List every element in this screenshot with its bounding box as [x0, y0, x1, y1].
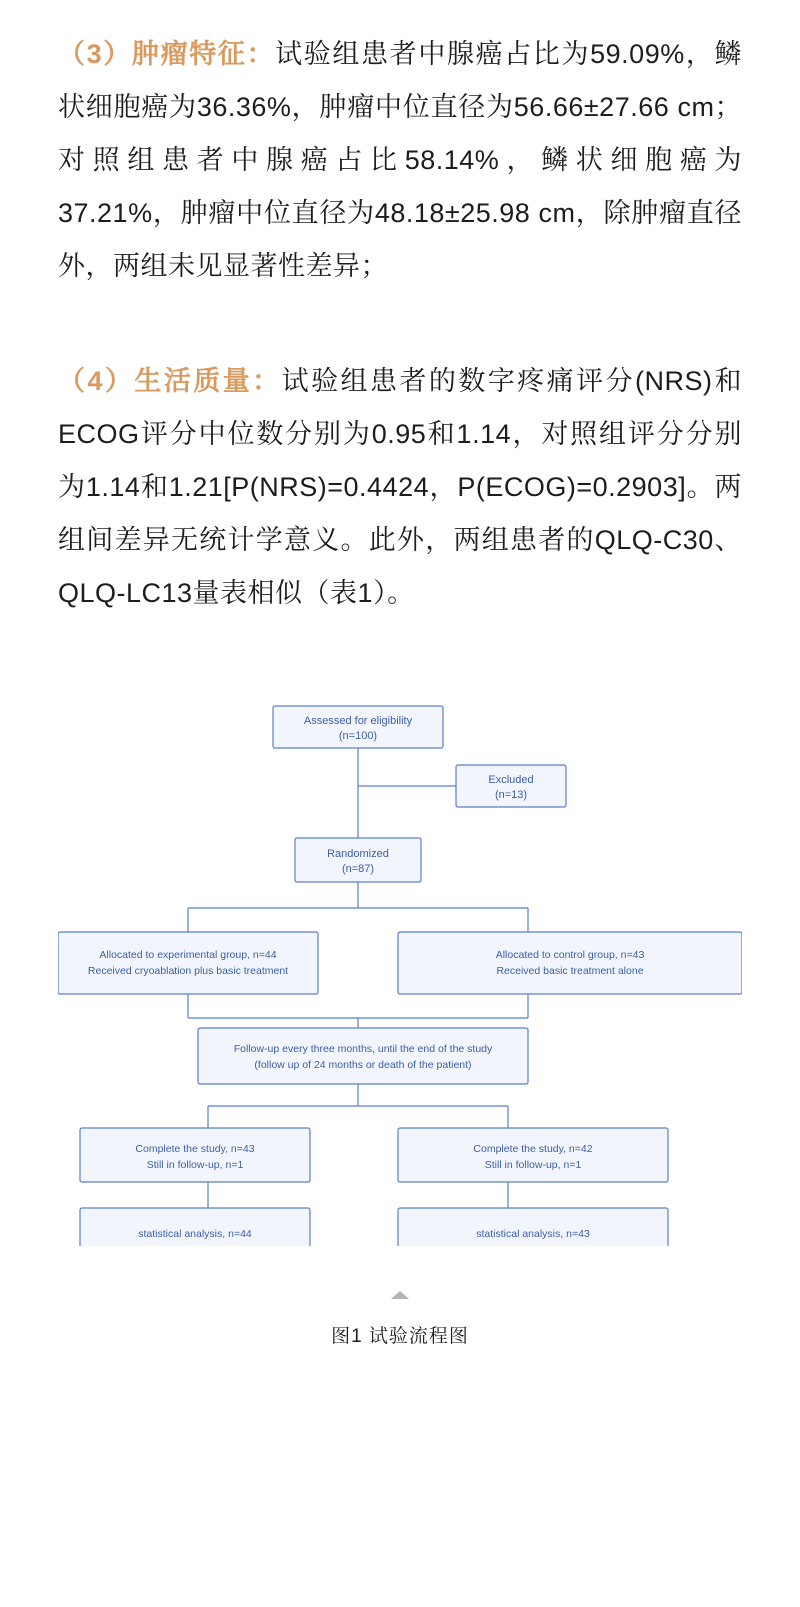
figure-trial-flowchart [58, 686, 742, 1348]
node-stats-right [398, 1208, 668, 1246]
node-experimental-line2: Received cryoablation plus basic treatment [87, 965, 289, 977]
node-excluded-line1: Excluded [488, 774, 534, 786]
node-excluded-line2: (n=13) [494, 789, 528, 801]
node-assessed-line2: (n=100) [338, 730, 378, 742]
paragraph-lead-3: （3）肿瘤特征： [58, 39, 276, 69]
node-randomized-line1: Randomized [327, 848, 389, 860]
paragraph-body-4: 试验组患者的数字疼痛评分(NRS)和ECOG评分中位数分别为0.95和1.14，对照组评分分别为1.14和1.21[P(NRS)=0.4424，P(ECOG)=0.2903]。两组间差异无统计学意义。此外，两组患者的QLQ-C30、QLQ-LC13量表相似（表1）。 [58, 366, 742, 608]
node-experimental-line1: Allocated to experimental group, n=44 [99, 949, 277, 961]
paragraph-body-3: 试验组患者中腺癌占比为59.09%，鳞状细胞癌为36.36%，肿瘤中位直径为56.66±27.66 cm；对照组患者中腺癌占比58.14%，鳞状细胞癌为37.21%，肿瘤中位直径为48.18±25.98 cm，除肿瘤直径外，两组未见显著性差异； [58, 39, 742, 281]
node-assessed-line1: Assessed for eligibility [303, 715, 413, 727]
node-randomized [295, 838, 421, 882]
node-control-line1: Allocated to control group, n=43 [495, 949, 645, 961]
flowchart-canvas [58, 686, 742, 1251]
node-randomized-line2: (n=87) [341, 863, 375, 875]
node-complete-right-line1: Complete the study, n=42 [473, 1143, 593, 1155]
node-followup-line2: (follow up of 24 months or death of the patient) [254, 1059, 472, 1071]
node-allocated-control [398, 932, 742, 994]
paragraph-tumor-characteristics [58, 28, 742, 293]
node-followup [198, 1028, 528, 1084]
node-stats-left [80, 1208, 310, 1246]
node-control-line2: Received basic treatment alone [496, 965, 644, 977]
figure-caption: 图1 试验流程图 [331, 1326, 469, 1347]
node-complete-left [80, 1128, 310, 1182]
paragraph-lead-4: （4）生活质量： [58, 366, 282, 396]
node-complete-right-line2: Still in follow-up, n=1 [484, 1159, 582, 1171]
node-allocated-experimental [58, 932, 318, 994]
paragraph-quality-of-life [58, 355, 742, 620]
node-stats-right-label: statistical analysis, n=43 [476, 1228, 590, 1240]
node-complete-right [398, 1128, 668, 1182]
flowchart-svg [58, 686, 742, 1246]
scroll-marker-icon [391, 1291, 409, 1299]
node-complete-left-line2: Still in follow-up, n=1 [146, 1159, 244, 1171]
node-stats-left-label: statistical analysis, n=44 [138, 1228, 252, 1240]
node-complete-left-line1: Complete the study, n=43 [135, 1143, 255, 1155]
node-followup-line1: Follow-up every three months, until the end of the study [233, 1043, 493, 1055]
